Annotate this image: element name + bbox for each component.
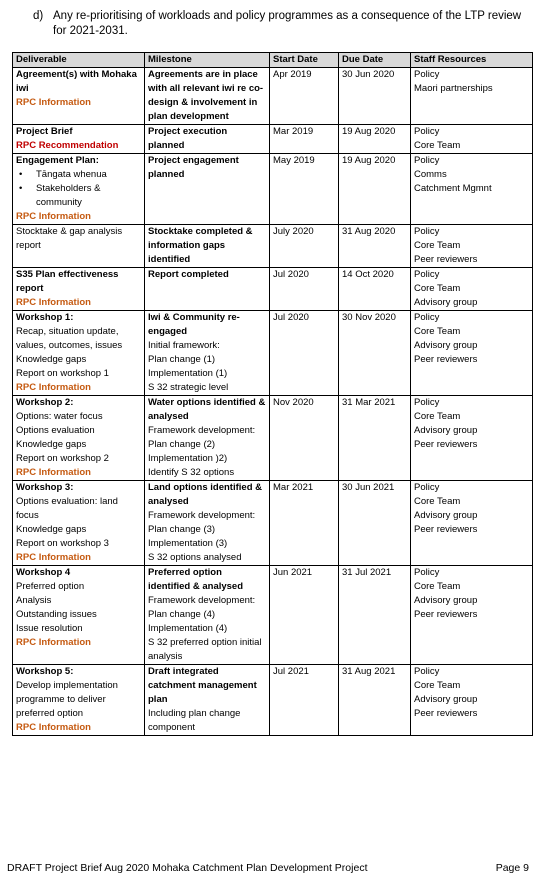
milestone-heading: Water options identified & analysed bbox=[148, 397, 266, 422]
milestone-line: S 32 strategic level bbox=[148, 382, 229, 393]
staff-resource: Advisory group bbox=[414, 297, 478, 308]
milestone-line: Initial framework: bbox=[148, 340, 220, 351]
rpc-label: RPC Information bbox=[16, 297, 91, 308]
deliverable-line: Options evaluation: land focus bbox=[16, 496, 118, 521]
rpc-label: RPC Information bbox=[16, 382, 91, 393]
deliverable-line: Preferred option bbox=[16, 581, 85, 592]
deliverable-line: Knowledge gaps bbox=[16, 354, 87, 365]
deliverable-line: Knowledge gaps bbox=[16, 524, 87, 535]
staff-resource: Policy bbox=[414, 126, 440, 137]
deliverable-line: Outstanding issues bbox=[16, 609, 97, 620]
staff-resource: Core Team bbox=[414, 496, 461, 507]
table-body bbox=[13, 68, 533, 736]
milestone-cell bbox=[145, 481, 270, 566]
staff-cell bbox=[411, 125, 533, 154]
deliverable-cell bbox=[13, 396, 145, 481]
deliverable-title: Stocktake & gap analysis report bbox=[16, 226, 123, 251]
deliverable-title: Workshop 2: bbox=[16, 397, 74, 408]
staff-resource: Core Team bbox=[414, 283, 461, 294]
staff-resource: Comms bbox=[414, 169, 447, 180]
rpc-label: RPC Information bbox=[16, 467, 91, 478]
milestone-heading: Iwi & Community re-engaged bbox=[148, 312, 240, 337]
start-date-cell: Jul 2020 bbox=[270, 268, 339, 311]
milestone-cell bbox=[145, 268, 270, 311]
staff-resource: Core Team bbox=[414, 240, 461, 251]
deliverable-line: Report on workshop 2 bbox=[16, 453, 109, 464]
intro-paragraph bbox=[33, 9, 533, 39]
header-deliverable: Deliverable bbox=[13, 53, 145, 68]
deliverable-cell bbox=[13, 125, 145, 154]
milestone-line: Plan change (1) bbox=[148, 354, 216, 365]
staff-resource: Policy bbox=[414, 269, 440, 280]
due-date-cell: 31 Aug 2020 bbox=[339, 225, 411, 268]
table-row bbox=[13, 154, 533, 225]
deliverable-cell bbox=[13, 566, 145, 665]
milestone-line: Implementation (1) bbox=[148, 368, 228, 379]
staff-cell bbox=[411, 311, 533, 396]
milestone-cell bbox=[145, 154, 270, 225]
staff-resource: Core Team bbox=[414, 140, 461, 151]
milestone-line: Framework development: bbox=[148, 595, 256, 606]
start-date-cell: Jul 2020 bbox=[270, 311, 339, 396]
deliverable-line: Recap, situation update, values, outcomes, issues bbox=[16, 326, 123, 351]
start-date-cell: Mar 2019 bbox=[270, 125, 339, 154]
deliverable-title: Agreement(s) with Mohaka iwi bbox=[16, 69, 137, 94]
deliverables-table bbox=[12, 52, 533, 736]
staff-resource: Core Team bbox=[414, 581, 461, 592]
staff-resource: Advisory group bbox=[414, 694, 478, 705]
milestone-cell bbox=[145, 396, 270, 481]
deliverable-bullet: • Tāngata whenua bbox=[16, 168, 141, 182]
table-row bbox=[13, 311, 533, 396]
due-date-cell: 31 Jul 2021 bbox=[339, 566, 411, 665]
header-milestone: Milestone bbox=[145, 53, 270, 68]
due-date-cell: 19 Aug 2020 bbox=[339, 125, 411, 154]
start-date-cell: Nov 2020 bbox=[270, 396, 339, 481]
staff-resource: Advisory group bbox=[414, 595, 478, 606]
table-row bbox=[13, 481, 533, 566]
milestone-heading: Draft integrated catchment management plan bbox=[148, 666, 257, 705]
deliverable-cell bbox=[13, 154, 145, 225]
milestone-heading: Project engagement planned bbox=[148, 155, 239, 180]
deliverable-cell bbox=[13, 225, 145, 268]
table-row bbox=[13, 225, 533, 268]
deliverable-cell bbox=[13, 311, 145, 396]
staff-resource: Peer reviewers bbox=[414, 254, 478, 265]
milestone-heading: Preferred option identified & analysed bbox=[148, 567, 244, 592]
deliverable-title: Workshop 3: bbox=[16, 482, 74, 493]
staff-cell bbox=[411, 665, 533, 736]
due-date-cell: 19 Aug 2020 bbox=[339, 154, 411, 225]
staff-resource: Peer reviewers bbox=[414, 708, 478, 719]
rpc-label: RPC Information bbox=[16, 722, 91, 733]
staff-resource: Peer reviewers bbox=[414, 524, 478, 535]
staff-cell bbox=[411, 396, 533, 481]
deliverable-bullet: • Stakeholders & community bbox=[16, 182, 141, 210]
staff-resource: Peer reviewers bbox=[414, 609, 478, 620]
milestone-cell bbox=[145, 225, 270, 268]
deliverable-cell bbox=[13, 481, 145, 566]
milestone-heading: Report completed bbox=[148, 269, 229, 280]
start-date-cell: Jul 2021 bbox=[270, 665, 339, 736]
rpc-label: RPC Information bbox=[16, 552, 91, 563]
milestone-line: Plan change (4) bbox=[148, 609, 216, 620]
milestone-cell bbox=[145, 311, 270, 396]
header-staff-resources: Staff Resources bbox=[411, 53, 533, 68]
staff-resource: Policy bbox=[414, 155, 440, 166]
due-date-cell: 31 Aug 2021 bbox=[339, 665, 411, 736]
table-header-row bbox=[13, 53, 533, 68]
due-date-cell: 14 Oct 2020 bbox=[339, 268, 411, 311]
deliverable-title: Workshop 1: bbox=[16, 312, 74, 323]
milestone-line: Plan change (2) bbox=[148, 439, 216, 450]
list-marker: d) bbox=[33, 10, 44, 22]
start-date-cell: Apr 2019 bbox=[270, 68, 339, 125]
deliverable-title: S35 Plan effectiveness report bbox=[16, 269, 119, 294]
milestone-line: S 32 options analysed bbox=[148, 552, 242, 563]
rpc-label: RPC Information bbox=[16, 97, 91, 108]
staff-resource: Policy bbox=[414, 397, 440, 408]
deliverable-line: Report on workshop 3 bbox=[16, 538, 109, 549]
table-row bbox=[13, 665, 533, 736]
table-row bbox=[13, 566, 533, 665]
milestone-heading: Land options identified & analysed bbox=[148, 482, 262, 507]
milestone-line: S 32 preferred option initial analysis bbox=[148, 637, 262, 662]
staff-resource: Catchment Mgmnt bbox=[414, 183, 492, 194]
deliverable-line: Develop implementation programme to deliver preferred option bbox=[16, 680, 118, 719]
staff-resource: Policy bbox=[414, 567, 440, 578]
rpc-label: RPC Information bbox=[16, 211, 91, 222]
milestone-cell bbox=[145, 566, 270, 665]
table-row bbox=[13, 68, 533, 125]
staff-resource: Policy bbox=[414, 69, 440, 80]
rpc-label: RPC Recommendation bbox=[16, 140, 119, 151]
staff-cell bbox=[411, 225, 533, 268]
deliverable-title: Project Brief bbox=[16, 126, 73, 137]
staff-resource: Core Team bbox=[414, 680, 461, 691]
start-date-cell: Jun 2021 bbox=[270, 566, 339, 665]
deliverable-cell bbox=[13, 268, 145, 311]
staff-cell bbox=[411, 268, 533, 311]
staff-resource: Core Team bbox=[414, 326, 461, 337]
milestone-line: Plan change (3) bbox=[148, 524, 216, 535]
start-date-cell: May 2019 bbox=[270, 154, 339, 225]
deliverable-line: Report on workshop 1 bbox=[16, 368, 109, 379]
footer-title: DRAFT Project Brief Aug 2020 Mohaka Catchment Plan Development Project bbox=[7, 862, 368, 874]
start-date-cell: July 2020 bbox=[270, 225, 339, 268]
deliverable-title: Engagement Plan: bbox=[16, 155, 99, 166]
deliverable-line: Knowledge gaps bbox=[16, 439, 87, 450]
rpc-label: RPC Information bbox=[16, 637, 91, 648]
start-date-cell: Mar 2021 bbox=[270, 481, 339, 566]
staff-cell bbox=[411, 68, 533, 125]
deliverable-line: Options evaluation bbox=[16, 425, 95, 436]
table-row bbox=[13, 396, 533, 481]
due-date-cell: 30 Nov 2020 bbox=[339, 311, 411, 396]
staff-resource: Policy bbox=[414, 482, 440, 493]
milestone-line: Framework development: bbox=[148, 510, 256, 521]
table-row bbox=[13, 268, 533, 311]
deliverable-line: Issue resolution bbox=[16, 623, 83, 634]
staff-resource: Advisory group bbox=[414, 340, 478, 351]
milestone-line: Implementation )2) bbox=[148, 453, 228, 464]
staff-resource: Advisory group bbox=[414, 425, 478, 436]
staff-cell bbox=[411, 481, 533, 566]
staff-cell bbox=[411, 154, 533, 225]
milestone-heading: Agreements are in place with all relevant iwi re co-design & involvement in plan development bbox=[148, 69, 264, 122]
staff-resource: Policy bbox=[414, 666, 440, 677]
milestone-cell bbox=[145, 125, 270, 154]
deliverable-title: Workshop 4 bbox=[16, 567, 71, 578]
milestone-line: Identify S 32 options bbox=[148, 467, 235, 478]
staff-resource: Peer reviewers bbox=[414, 439, 478, 450]
staff-resource: Peer reviewers bbox=[414, 354, 478, 365]
staff-resource: Maori partnerships bbox=[414, 83, 493, 94]
page-number: Page 9 bbox=[495, 862, 529, 874]
deliverable-title: Workshop 5: bbox=[16, 666, 74, 677]
deliverable-line: Analysis bbox=[16, 595, 52, 606]
deliverable-cell bbox=[13, 68, 145, 125]
staff-resource: Policy bbox=[414, 312, 440, 323]
milestone-cell bbox=[145, 665, 270, 736]
intro-text: Any re-prioritising of workloads and policy programmes as a consequence of the LTP review for 2021-2031. bbox=[53, 10, 522, 37]
milestone-heading: Stocktake completed & information gaps identified bbox=[148, 226, 253, 265]
milestone-line: Including plan change component bbox=[148, 708, 241, 733]
staff-cell bbox=[411, 566, 533, 665]
milestone-cell bbox=[145, 68, 270, 125]
staff-resource: Advisory group bbox=[414, 510, 478, 521]
milestone-line: Framework development: bbox=[148, 425, 256, 436]
due-date-cell: 31 Mar 2021 bbox=[339, 396, 411, 481]
due-date-cell: 30 Jun 2021 bbox=[339, 481, 411, 566]
milestone-line: Implementation (3) bbox=[148, 538, 228, 549]
deliverable-cell bbox=[13, 665, 145, 736]
milestone-line: Implementation (4) bbox=[148, 623, 228, 634]
header-start-date: Start Date bbox=[270, 53, 339, 68]
header-due-date: Due Date bbox=[339, 53, 411, 68]
milestone-heading: Project execution planned bbox=[148, 126, 228, 151]
staff-resource: Policy bbox=[414, 226, 440, 237]
deliverable-line: Options: water focus bbox=[16, 411, 103, 422]
staff-resource: Core Team bbox=[414, 411, 461, 422]
table-row bbox=[13, 125, 533, 154]
due-date-cell: 30 Jun 2020 bbox=[339, 68, 411, 125]
